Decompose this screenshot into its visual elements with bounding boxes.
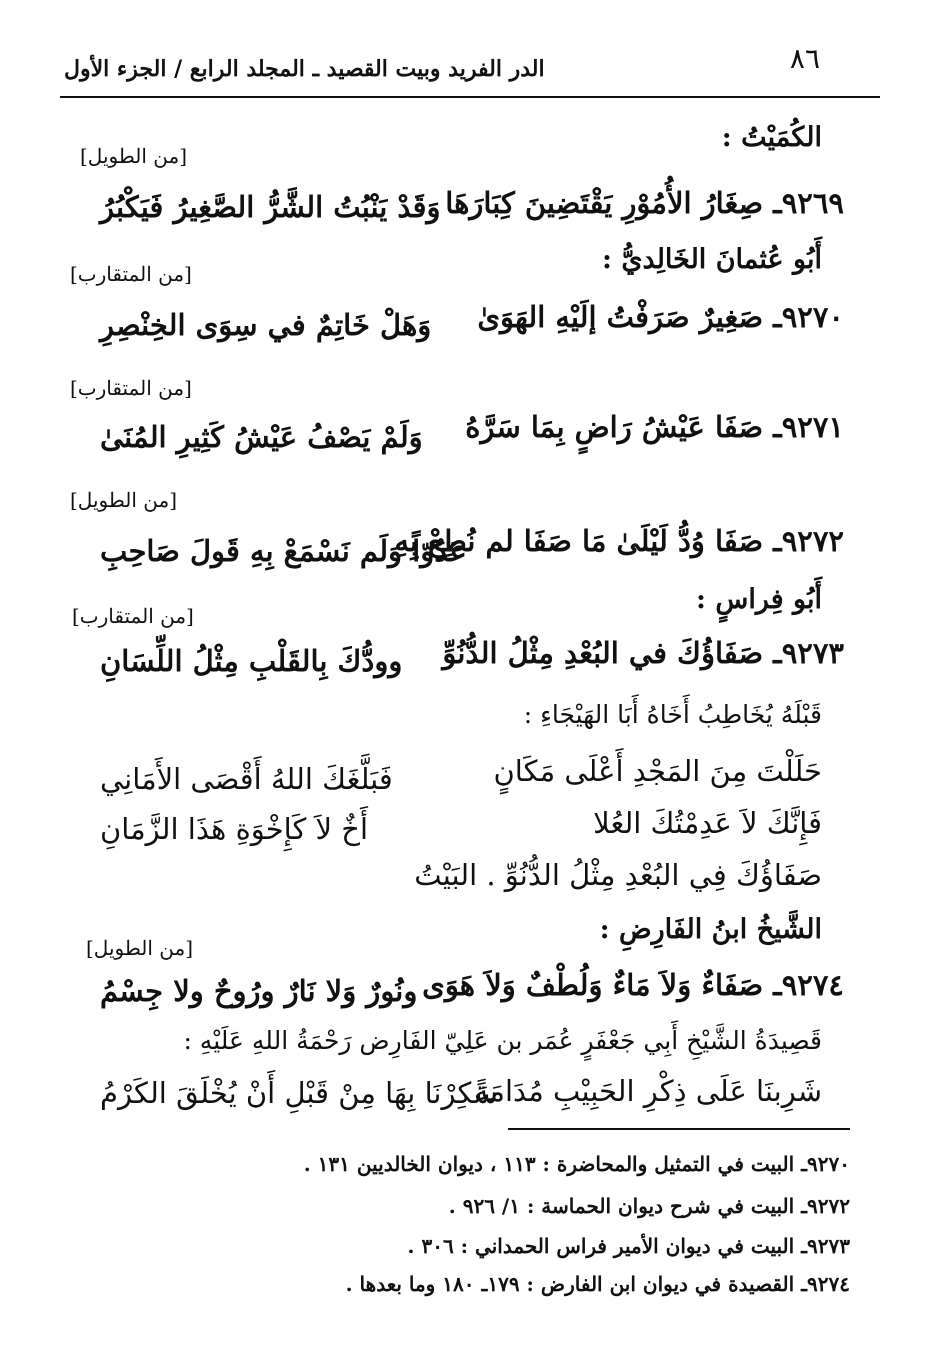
- poem-line-first-hemistich: فَإِنَّكَ لاَ عَدِمْتُكَ العُلا: [593, 806, 822, 840]
- footnote: ٩٢٧٢ـ البيت في شرح ديوان الحماسة : ١/ ٩٢٦ .: [448, 1194, 850, 1218]
- page-number: ٨٦: [789, 42, 820, 75]
- footnote: ٩٢٧٤ـ القصيدة في ديوان ابن الفارض : ١٧٩ـ ١٨٠ وما بعدها .: [345, 1272, 850, 1296]
- poet-name: الكُمَيْتُ :: [721, 122, 822, 153]
- verse-second-hemistich: ونُورٌ وَلا نَارٌ ورُوحٌ ولا جِسْمُ: [100, 974, 418, 1008]
- poet-name: الشَّيخُ ابنُ الفَارِضِ :: [599, 914, 822, 945]
- verse-second-hemistich: وَلَمْ يَصْفُ عَيْشُ كَثِيرِ المُنَىٰ: [100, 420, 423, 454]
- meter-label: [من الطويل]: [70, 488, 178, 512]
- verse-second-hemistich: وَهَلْ خَاتِمٌ في سِوَى الخِنْصِرِ: [100, 308, 432, 342]
- poem-line-second-hemistich: فَبَلَّغَكَ اللهُ أَقْصَى الأَمَانِي: [100, 762, 393, 796]
- verse-first-hemistich: ٩٢٧١ـ صَفَا عَيْشُ رَاضٍ بِمَا سَرَّهُ: [465, 410, 844, 444]
- verse-second-hemistich: وَقَدْ يَنْبُتُ الشَّرُّ الصَّغِيرُ فَيَكْبُرُ: [100, 190, 441, 224]
- running-title: الدر الفريد وبيت القصيد ـ المجلد الرابع / الجزء الأول: [64, 56, 545, 82]
- verse-first-hemistich: ٩٢٦٩ـ صِغَارُ الأُمُوْرِ يَقْتَضِينَ كِبَارَهَا: [445, 186, 844, 220]
- poem-line-first-hemistich: شَرِبنَا عَلَى ذِكْرِ الحَبِيْبِ مُدَامَةً: [473, 1074, 822, 1108]
- poem-line-first-hemistich: حَلَلْتَ مِنَ المَجْدِ أَعْلَى مَكَانٍ: [493, 754, 822, 788]
- verse-second-hemistich: وودُّكَ بِالقَلْبِ مِثْلُ اللِّسَانِ: [100, 644, 403, 678]
- poem-line: صَفَاؤُكَ فِي البُعْدِ مِثْلُ الدُّنُوِّ . البَيْتُ: [414, 858, 822, 892]
- footnote-rule: [508, 1128, 850, 1130]
- verse-first-hemistich: ٩٢٧٤ـ صَفَاءٌ وَلاَ مَاءٌ وَلُطْفٌ وَلاَ هَوَى: [422, 968, 844, 1002]
- verse-second-hemistich: عَدُوّاً وَلَم نَسْمَعْ بِهِ قَولَ صَاحِبِ: [100, 534, 467, 568]
- commentary-intro: قَصِيدَةُ الشَّيْخِ أَبِي جَعْفَرٍ عُمَر بن عَلِيّ الفَارِض رَحْمَةُ اللهِ عَلَيْهِ :: [183, 1026, 822, 1055]
- footnote: ٩٢٧٠ـ البيت في التمثيل والمحاضرة : ١١٣ ، ديوان الخالديين ١٣١ .: [303, 1152, 850, 1176]
- footnote: ٩٢٧٣ـ البيت في ديوان الأمير فراس الحمداني : ٣٠٦ .: [407, 1234, 850, 1258]
- meter-label: [من المتقارب]: [70, 376, 192, 400]
- poet-name: أَبُو عُثمانَ الخَالِديُّ :: [602, 244, 822, 275]
- header-rule: [60, 96, 880, 98]
- poem-line-second-hemistich: أَخٌ لاَ كَإِخْوَةِ هَذَا الزَّمَانِ: [100, 812, 369, 846]
- meter-label: [من الطويل]: [80, 144, 188, 168]
- verse-first-hemistich: ٩٢٧٢ـ صَفَا وُدُّ لَيْلَىٰ مَا صَفَا لم نُطِعْ بِهِ: [394, 524, 844, 558]
- verse-first-hemistich: ٩٢٧٣ـ صَفَاؤُكَ في البُعْدِ مِثْلُ الدُّنُوِّ: [442, 636, 844, 670]
- meter-label: [من المتقارب]: [70, 262, 192, 286]
- meter-label: [من المتقارب]: [72, 604, 194, 628]
- meter-label: [من الطويل]: [86, 936, 194, 960]
- poem-line-second-hemistich: سَكِرْنَا بِهَا مِنْ قَبْلِ أَنْ يُخْلَقَ الكَرْمُ: [100, 1076, 498, 1110]
- poet-name: أَبُو فِراسٍ :: [696, 584, 822, 615]
- verse-first-hemistich: ٩٢٧٠ـ صَغِيرٌ صَرَفْتُ إلَيْهِ الهَوَىٰ: [477, 300, 844, 334]
- commentary-intro: قَبْلَهُ يُخَاطِبُ أَخَاهُ أَبَا الهَيْجَاءِ :: [523, 700, 822, 729]
